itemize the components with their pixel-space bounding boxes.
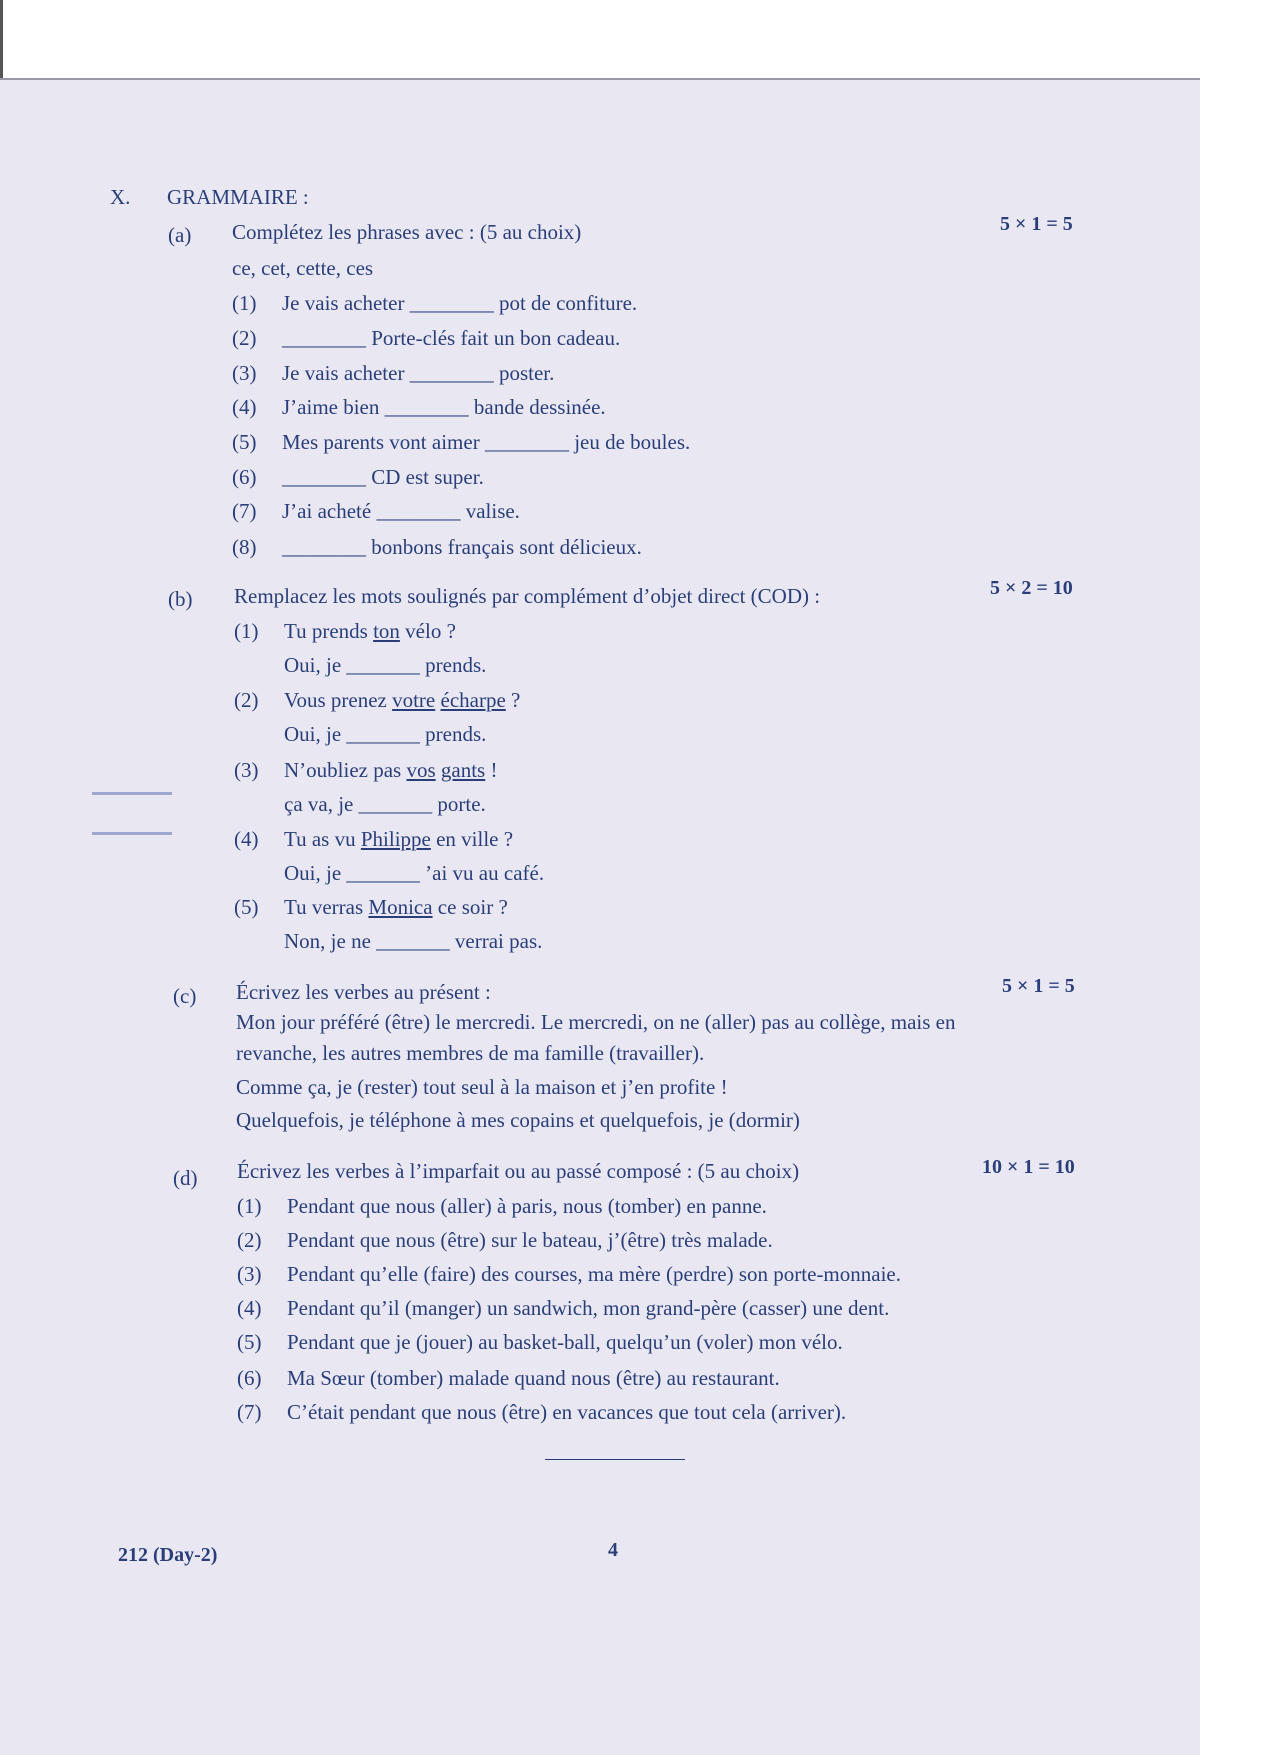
answer-end: porte.: [437, 792, 486, 816]
part-d-instruction: Écrivez les verbes à l’imparfait ou au passé composé : (5 au choix): [237, 1159, 800, 1183]
answer-start: Oui, je: [284, 861, 342, 885]
sentence-end: CD est super.: [371, 465, 484, 489]
item-number: (5): [234, 895, 259, 919]
blank-line: _______: [370, 929, 455, 953]
question-sentence: [284, 760, 497, 781]
underlined-word: vos: [406, 758, 436, 782]
item-number: (2): [232, 326, 257, 350]
question-start: Vous prenez: [284, 688, 387, 712]
blank-line: ________: [282, 326, 372, 350]
item-number: (6): [237, 1366, 262, 1390]
item-number: (7): [237, 1400, 262, 1424]
sentence-end: jeu de boules.: [574, 430, 691, 454]
question-end: vélo ?: [405, 619, 456, 643]
part-c-line: Quelquefois, je téléphone à mes copains et quelquefois, je (dormir): [236, 1108, 800, 1132]
question-sentence: [284, 621, 456, 642]
verb-sentence: Ma Sœur (tomber) malade quand nous (être) au restaurant.: [287, 1366, 780, 1390]
end-separator: [545, 1459, 685, 1460]
part-a-instruction: Complétez les phrases avec : (5 au choix): [232, 220, 582, 244]
sentence-start: Je vais acheter: [282, 361, 405, 385]
question-start: Tu verras: [284, 895, 364, 919]
sentence-start: Je vais acheter: [282, 291, 405, 315]
blank-line: ________: [379, 395, 474, 419]
verb-sentence: Pendant qu’elle (faire) des courses, ma mère (perdre) son porte-monnaie.: [287, 1262, 901, 1286]
sentence-end: bande dessinée.: [473, 395, 606, 419]
part-b-marks: 5 × 2 = 10: [990, 577, 1073, 599]
blank-line: _______: [341, 722, 426, 746]
sentence-end: Porte-clés fait un bon cadeau.: [371, 326, 621, 350]
item-number: (1): [237, 1194, 262, 1218]
question-end: ?: [511, 688, 521, 712]
question-end: en ville ?: [436, 827, 514, 851]
underlined-word: Philippe: [360, 827, 431, 851]
question-end: ce soir ?: [437, 895, 508, 919]
part-b-letter: (b): [168, 587, 193, 611]
item-number: (2): [237, 1228, 262, 1252]
sentence-end: bonbons français sont délicieux.: [371, 535, 642, 559]
item-number: (6): [232, 465, 257, 489]
answer-sentence: [284, 931, 542, 952]
question-sentence: [284, 829, 513, 850]
item-number: (1): [234, 619, 259, 643]
section-title: GRAMMAIRE :: [167, 185, 309, 209]
part-d-marks: 10 × 1 = 10: [982, 1156, 1075, 1178]
answer-start: ça va, je: [284, 792, 354, 816]
sentence-end: pot de confiture.: [498, 291, 638, 315]
sentence-start: J’aime bien: [282, 395, 380, 419]
fill-blank-sentence: [282, 432, 690, 453]
verb-sentence: Pendant que nous (être) sur le bateau, j’(être) très malade.: [287, 1228, 773, 1252]
blank-line: _______: [341, 653, 426, 677]
answer-end: prends.: [425, 722, 487, 746]
question-start: Tu as vu: [284, 827, 356, 851]
part-c-marks: 5 × 1 = 5: [1002, 975, 1075, 997]
part-a-marks: 5 × 1 = 5: [1000, 213, 1073, 235]
answer-start: Oui, je: [284, 722, 342, 746]
fill-blank-sentence: [282, 537, 642, 558]
underlined-word: gants: [440, 758, 486, 782]
paper-code: 212 (Day-2): [118, 1544, 218, 1566]
blank-line: ________: [404, 361, 499, 385]
blank-line: ________: [282, 535, 372, 559]
answer-start: Non, je ne: [284, 929, 371, 953]
blank-line: ________: [371, 499, 466, 523]
question-start: N’oubliez pas: [284, 758, 402, 782]
sentence-end: valise.: [465, 499, 520, 523]
answer-sentence: [284, 724, 486, 745]
question-sentence: [284, 690, 520, 711]
item-number: (8): [232, 535, 257, 559]
blank-line: _______: [353, 792, 438, 816]
sentence-start: J’ai acheté: [282, 499, 372, 523]
part-c-letter: (c): [173, 984, 197, 1008]
item-number: (5): [232, 430, 257, 454]
item-number: (4): [234, 827, 259, 851]
answer-sentence: [284, 863, 544, 884]
underlined-word: écharpe: [440, 688, 506, 712]
answer-start: Oui, je: [284, 653, 342, 677]
scan-edge: [0, 0, 3, 78]
part-c-line: revanche, les autres membres de ma famille (travailler).: [236, 1041, 705, 1065]
item-number: (7): [232, 499, 257, 523]
verb-sentence: Pendant qu’il (manger) un sandwich, mon grand-père (casser) une dent.: [287, 1296, 890, 1320]
answer-sentence: [284, 655, 486, 676]
item-number: (4): [237, 1296, 262, 1320]
part-c-line: Mon jour préféré (être) le mercredi. Le mercredi, on ne (aller) pas au collège, mais en: [236, 1010, 956, 1034]
page-number: 4: [608, 1539, 618, 1561]
part-b-instruction: Remplacez les mots soulignés par complément d’objet direct (COD) :: [234, 584, 821, 608]
item-number: (3): [232, 361, 257, 385]
fill-blank-sentence: [282, 363, 554, 384]
verb-sentence: C’était pendant que nous (être) en vacances que tout cela (arriver).: [287, 1400, 847, 1424]
part-a-options: ce, cet, cette, ces: [232, 256, 374, 280]
verb-sentence: Pendant que nous (aller) à paris, nous (tomber) en panne.: [287, 1194, 767, 1218]
blank-line: ________: [404, 291, 499, 315]
blank-line: ________: [282, 465, 372, 489]
part-a-letter: (a): [168, 223, 192, 247]
sentence-end: poster.: [498, 361, 555, 385]
item-number: (4): [232, 395, 257, 419]
smudge-mark: [92, 832, 172, 835]
question-sentence: [284, 897, 508, 918]
underlined-word: Monica: [368, 895, 433, 919]
part-c-instruction: Écrivez les verbes au présent :: [236, 980, 491, 1004]
answer-end: verrai pas.: [454, 929, 543, 953]
answer-end: prends.: [425, 653, 487, 677]
fill-blank-sentence: [282, 501, 520, 522]
item-number: (5): [237, 1330, 262, 1354]
item-number: (3): [234, 758, 259, 782]
section-number: X.: [110, 185, 131, 209]
question-end: !: [490, 758, 498, 782]
underlined-word: ton: [373, 619, 400, 643]
blank-line: ________: [479, 430, 575, 454]
sentence-start: Mes parents vont aimer: [282, 430, 480, 454]
item-number: (1): [232, 291, 257, 315]
fill-blank-sentence: [282, 467, 484, 488]
part-c-line: Comme ça, je (rester) tout seul à la maison et j’en profite !: [236, 1075, 728, 1099]
verb-sentence: Pendant que je (jouer) au basket-ball, quelqu’un (voler) mon vélo.: [287, 1330, 843, 1354]
item-number: (2): [234, 688, 259, 712]
underlined-word: votre: [392, 688, 436, 712]
fill-blank-sentence: [282, 397, 606, 418]
part-d-letter: (d): [173, 1166, 198, 1190]
question-start: Tu prends: [284, 619, 368, 643]
answer-sentence: [284, 794, 486, 815]
fill-blank-sentence: [282, 328, 620, 349]
smudge-mark: [92, 792, 172, 795]
blank-line: _______: [341, 861, 426, 885]
fill-blank-sentence: [282, 293, 637, 314]
item-number: (3): [237, 1262, 262, 1286]
answer-end: ’ai vu au café.: [425, 861, 545, 885]
